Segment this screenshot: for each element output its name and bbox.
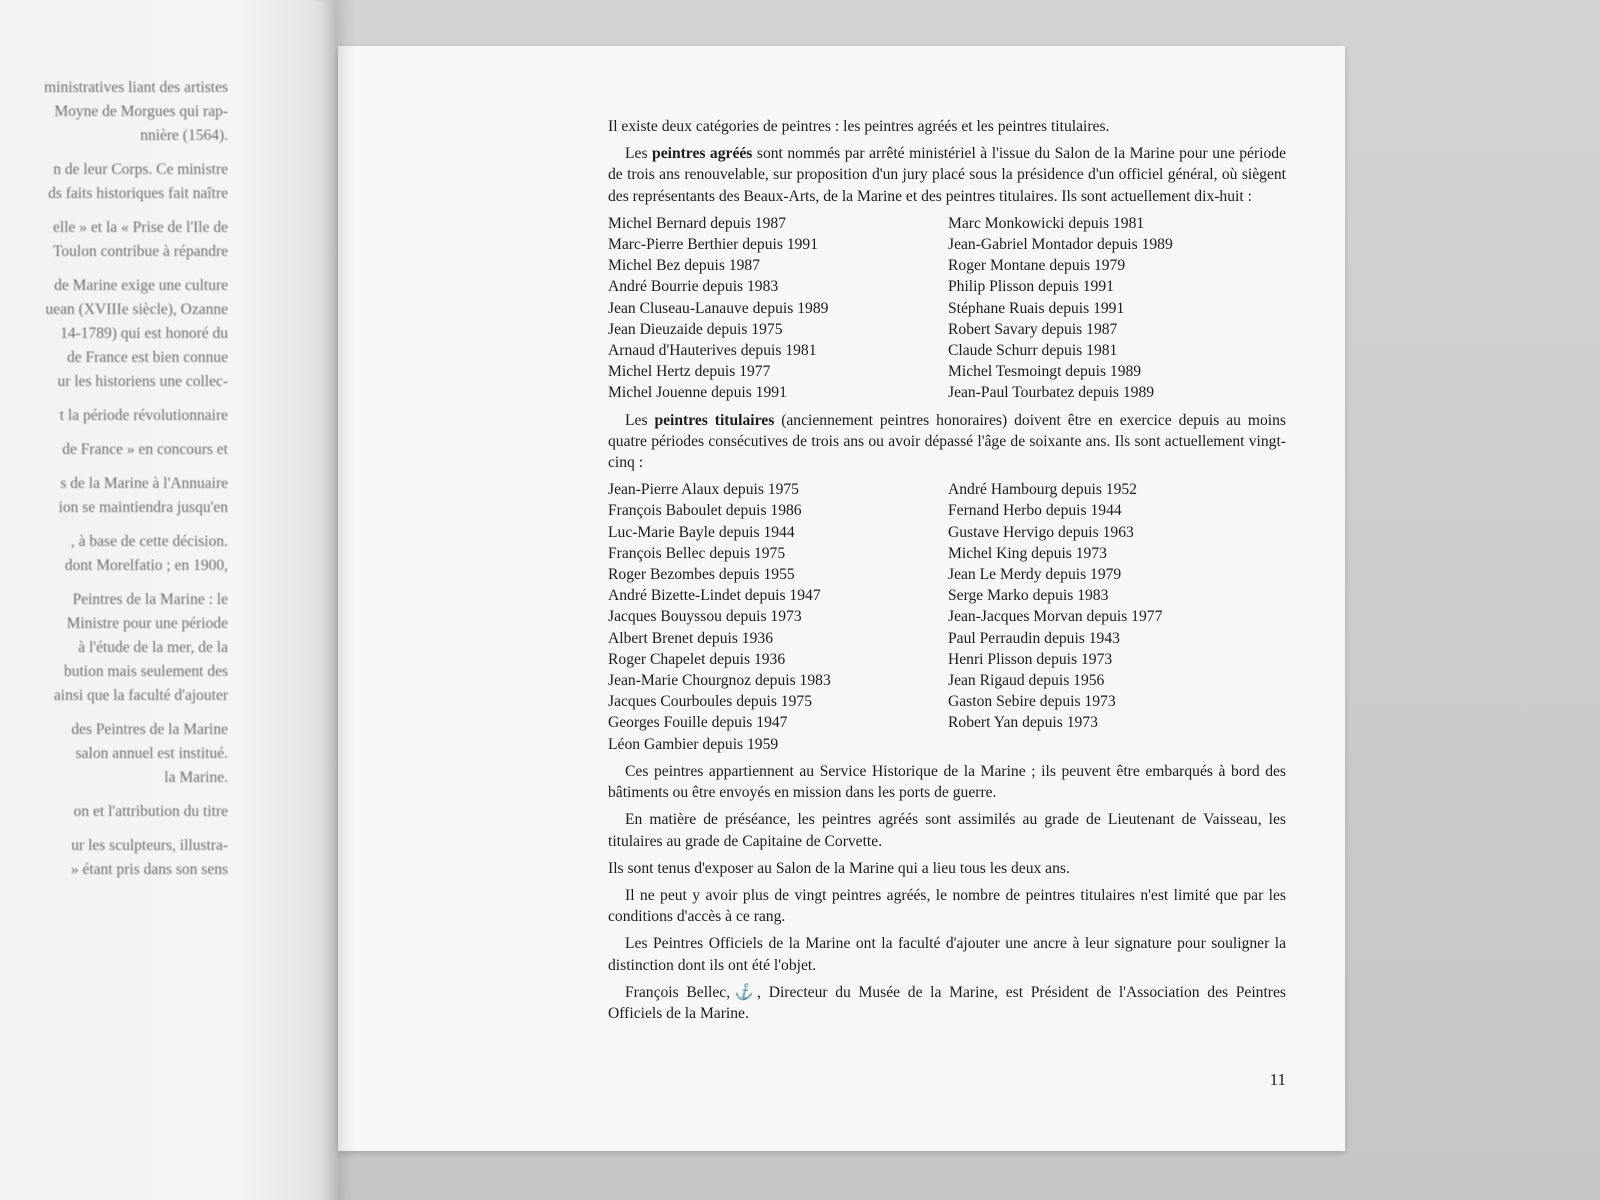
left-page — [0, 0, 338, 1200]
left-page-line: » étant pris dans son sens — [70, 861, 228, 878]
painter-entry: Jacques Courboules depuis 1975 — [608, 693, 812, 711]
ancre-paragraph: Les Peintres Officiels de la Marine ont la faculté d'ajouter une ancre à leur signature pour souligner la distinction dont ils ont été l'objet. — [608, 935, 1286, 974]
painter-entry: Jean Dieuzaide depuis 1975 — [608, 320, 783, 338]
titulaires-names-column-2 — [948, 479, 1286, 755]
painter-entry: Jean-Marie Chourgnoz depuis 1983 — [608, 672, 831, 690]
left-page-line: des Peintres de la Marine — [71, 721, 228, 738]
paragraph-gap — [0, 394, 228, 404]
service-paragraph: Ces peintres appartiennent au Service Historique de la Marine ; ils peuvent être embarqués à bord des bâtiments ou être envoyés en mission dans les ports de guerre. — [608, 762, 1286, 802]
right-page-text — [608, 116, 1286, 1030]
bellec-text: , Directeur du Musée de la Marine, est Président de l'Association des Peintres Officiels de la Marine. — [608, 983, 1286, 1022]
left-page-line: de Marine exige une culture — [54, 277, 228, 294]
painter-entry: André Bourrie depuis 1983 — [608, 278, 779, 296]
agrees-names-column-2 — [948, 213, 1286, 404]
painter-entry: Jean-Paul Tourbatez depuis 1989 — [948, 384, 1155, 402]
painter-entry: Gustave Hervigo depuis 1963 — [948, 523, 1134, 541]
titulaires-lead: Les — [625, 411, 655, 429]
bellec-lead: François Bellec, — [625, 983, 731, 1001]
left-page-line: de France est bien connue — [67, 349, 228, 366]
limite-paragraph: Il ne peut y avoir plus de vingt peintres agréés, le nombre de peintres titulaires n'est limité que par les conditions d'accès à ce rang. — [608, 886, 1286, 926]
painter-entry: Serge Marko depuis 1983 — [948, 587, 1109, 605]
left-page-line: ion se maintiendra jusqu'en — [58, 499, 228, 516]
agrees-names-list — [608, 213, 1286, 404]
left-page-line: ainsi que la faculté d'ajouter — [53, 687, 228, 704]
agrees-text: sont nommés par arrêté ministériel à l'issue du Salon de la Marine pour une période de trois ans renouvelable, sur proposition d'un jury placé sous la présidence d'un officiel général, où siègent des représentants des Beaux-Arts, de la Marine et des peintres titulaires. Ils sont actuellement dix-huit : — [608, 145, 1286, 205]
anchor-icon: ⚓ — [730, 983, 758, 1001]
painter-entry: Jean Le Merdy depuis 1979 — [948, 566, 1122, 584]
painter-entry: Michel Bernard depuis 1987 — [608, 214, 786, 232]
page-number: 11 — [1269, 1070, 1286, 1089]
agrees-term: peintres agréés — [652, 145, 753, 163]
painter-entry: Henri Plisson depuis 1973 — [948, 650, 1113, 668]
paragraph-gap — [0, 206, 228, 216]
left-page-line: , à base de cette décision. — [70, 533, 228, 550]
painter-entry: André Bizette-Lindet depuis 1947 — [608, 587, 821, 605]
painter-entry: François Baboulet depuis 1986 — [608, 502, 802, 520]
painter-entry: Jean Rigaud depuis 1956 — [948, 672, 1105, 690]
painter-entry: Stéphane Ruais depuis 1991 — [948, 299, 1125, 317]
left-page-line: elle » et la « Prise de l'Ile de — [53, 219, 228, 236]
painter-entry: Fernand Herbo depuis 1944 — [948, 502, 1122, 520]
left-page-line: nnière (1564). — [140, 127, 228, 144]
painter-entry: Robert Yan depuis 1973 — [948, 714, 1098, 732]
painter-entry: Paul Perraudin depuis 1943 — [948, 629, 1120, 647]
painter-entry: Roger Bezombes depuis 1955 — [608, 566, 795, 584]
left-page-line: on et l'attribution du titre — [73, 803, 228, 820]
left-page-line: uean (XVIIIe siècle), Ozanne — [45, 301, 228, 318]
painter-entry: Roger Chapelet depuis 1936 — [608, 650, 786, 668]
paragraph-gap — [0, 462, 228, 472]
painter-entry: François Bellec depuis 1975 — [608, 544, 786, 562]
preseance-paragraph: En matière de préséance, les peintres agréés sont assimilés au grade de Lieutenant de Vaisseau, les titulaires au grade de Capitaine de Corvette. — [608, 811, 1286, 850]
painter-entry: Luc-Marie Bayle depuis 1944 — [608, 523, 795, 541]
painter-entry: Jean-Jacques Morvan depuis 1977 — [948, 608, 1163, 626]
exposer-paragraph: Ils sont tenus d'exposer au Salon de la Marine qui a lieu tous les deux ans. — [608, 859, 1070, 877]
left-page-line: salon annuel est institué. — [75, 745, 228, 762]
paragraph-gap — [0, 708, 228, 718]
painter-entry: Michel King depuis 1973 — [948, 544, 1107, 562]
titulaires-text: (anciennement peintres honoraires) doivent être en exercice depuis au moins quatre périodes consécutives de trois ans ou avoir dépassé l'âge de soixante ans. Ils sont actuellement vingt-cinq : — [608, 411, 1286, 472]
left-page-text — [0, 76, 228, 882]
painter-entry: Michel Jouenne depuis 1991 — [608, 384, 787, 402]
painter-entry: Jean-Gabriel Montador depuis 1989 — [948, 236, 1173, 254]
painter-entry: Philip Plisson depuis 1991 — [948, 278, 1114, 296]
painter-entry: Robert Savary depuis 1987 — [948, 320, 1118, 338]
paragraph-gap — [0, 790, 228, 800]
left-page-line: à l'étude de la mer, de la — [78, 639, 228, 656]
paragraph-gap — [0, 264, 228, 274]
painter-entry: André Hambourg depuis 1952 — [948, 481, 1137, 499]
left-page-line: Toulon contribue à répandre — [53, 243, 228, 260]
left-page-line: de France » en concours et — [62, 441, 228, 458]
painter-entry: Michel Hertz depuis 1977 — [608, 363, 771, 381]
titulaires-names-list — [608, 479, 1286, 755]
left-page-line: ur les historiens une collec- — [57, 373, 228, 390]
titulaires-term: peintres titulaires — [654, 411, 775, 429]
painter-entry: Claude Schurr depuis 1981 — [948, 342, 1118, 360]
painter-entry: Jean Cluseau-Lanauve depuis 1989 — [608, 299, 829, 317]
painter-entry: Georges Fouille depuis 1947 — [608, 714, 788, 732]
agrees-lead: Les — [625, 145, 653, 163]
bellec-paragraph — [608, 982, 1286, 1024]
agrees-names-column-1 — [608, 213, 948, 404]
left-page-line: Peintres de la Marine : le — [72, 591, 228, 608]
left-page-line: dont Morelfatio ; en 1900, — [64, 557, 228, 574]
painter-entry: Jacques Bouyssou depuis 1973 — [608, 608, 802, 626]
paragraph-gap — [0, 578, 228, 588]
painter-entry: Gaston Sebire depuis 1973 — [948, 693, 1116, 711]
left-page-line: s de la Marine à l'Annuaire — [60, 475, 228, 492]
left-page-line: Ministre pour une période — [66, 615, 228, 632]
left-page-line: ur les sculpteurs, illustra- — [71, 837, 228, 854]
left-page-line: 14-1789) qui est honoré du — [60, 325, 228, 342]
left-page-line: ministratives liant des artistes — [44, 79, 228, 96]
paragraph-gap — [0, 520, 228, 530]
intro-paragraph: Il existe deux catégories de peintres : les peintres agréés et les peintres titulaires. — [608, 118, 1110, 135]
painter-entry: Marc-Pierre Berthier depuis 1991 — [608, 236, 819, 254]
painter-entry: Léon Gambier depuis 1959 — [608, 735, 779, 753]
titulaires-names-column-1 — [608, 479, 948, 755]
agrees-paragraph — [608, 143, 1286, 207]
painter-entry: Albert Brenet depuis 1936 — [608, 629, 773, 647]
painter-entry: Jean-Pierre Alaux depuis 1975 — [608, 481, 799, 499]
left-page-line: bution mais seulement des — [63, 663, 228, 680]
titulaires-paragraph — [608, 410, 1286, 474]
painter-entry: Michel Tesmoingt depuis 1989 — [948, 363, 1142, 381]
left-page-line: Moyne de Morgues qui rap- — [54, 103, 228, 120]
paragraph-gap — [0, 824, 228, 834]
painter-entry: Marc Monkowicki depuis 1981 — [948, 214, 1145, 232]
painter-entry: Arnaud d'Hauterives depuis 1981 — [608, 342, 817, 360]
paragraph-gap — [0, 148, 228, 158]
painter-entry: Michel Bez depuis 1987 — [608, 257, 761, 275]
painter-entry: Roger Montane depuis 1979 — [948, 257, 1126, 275]
paragraph-gap — [0, 428, 228, 438]
left-page-line: t la période révolutionnaire — [59, 407, 228, 424]
left-page-line: ds faits historiques fait naître — [48, 185, 228, 202]
left-page-line: n de leur Corps. Ce ministre — [53, 161, 228, 178]
left-page-line: la Marine. — [164, 769, 228, 786]
